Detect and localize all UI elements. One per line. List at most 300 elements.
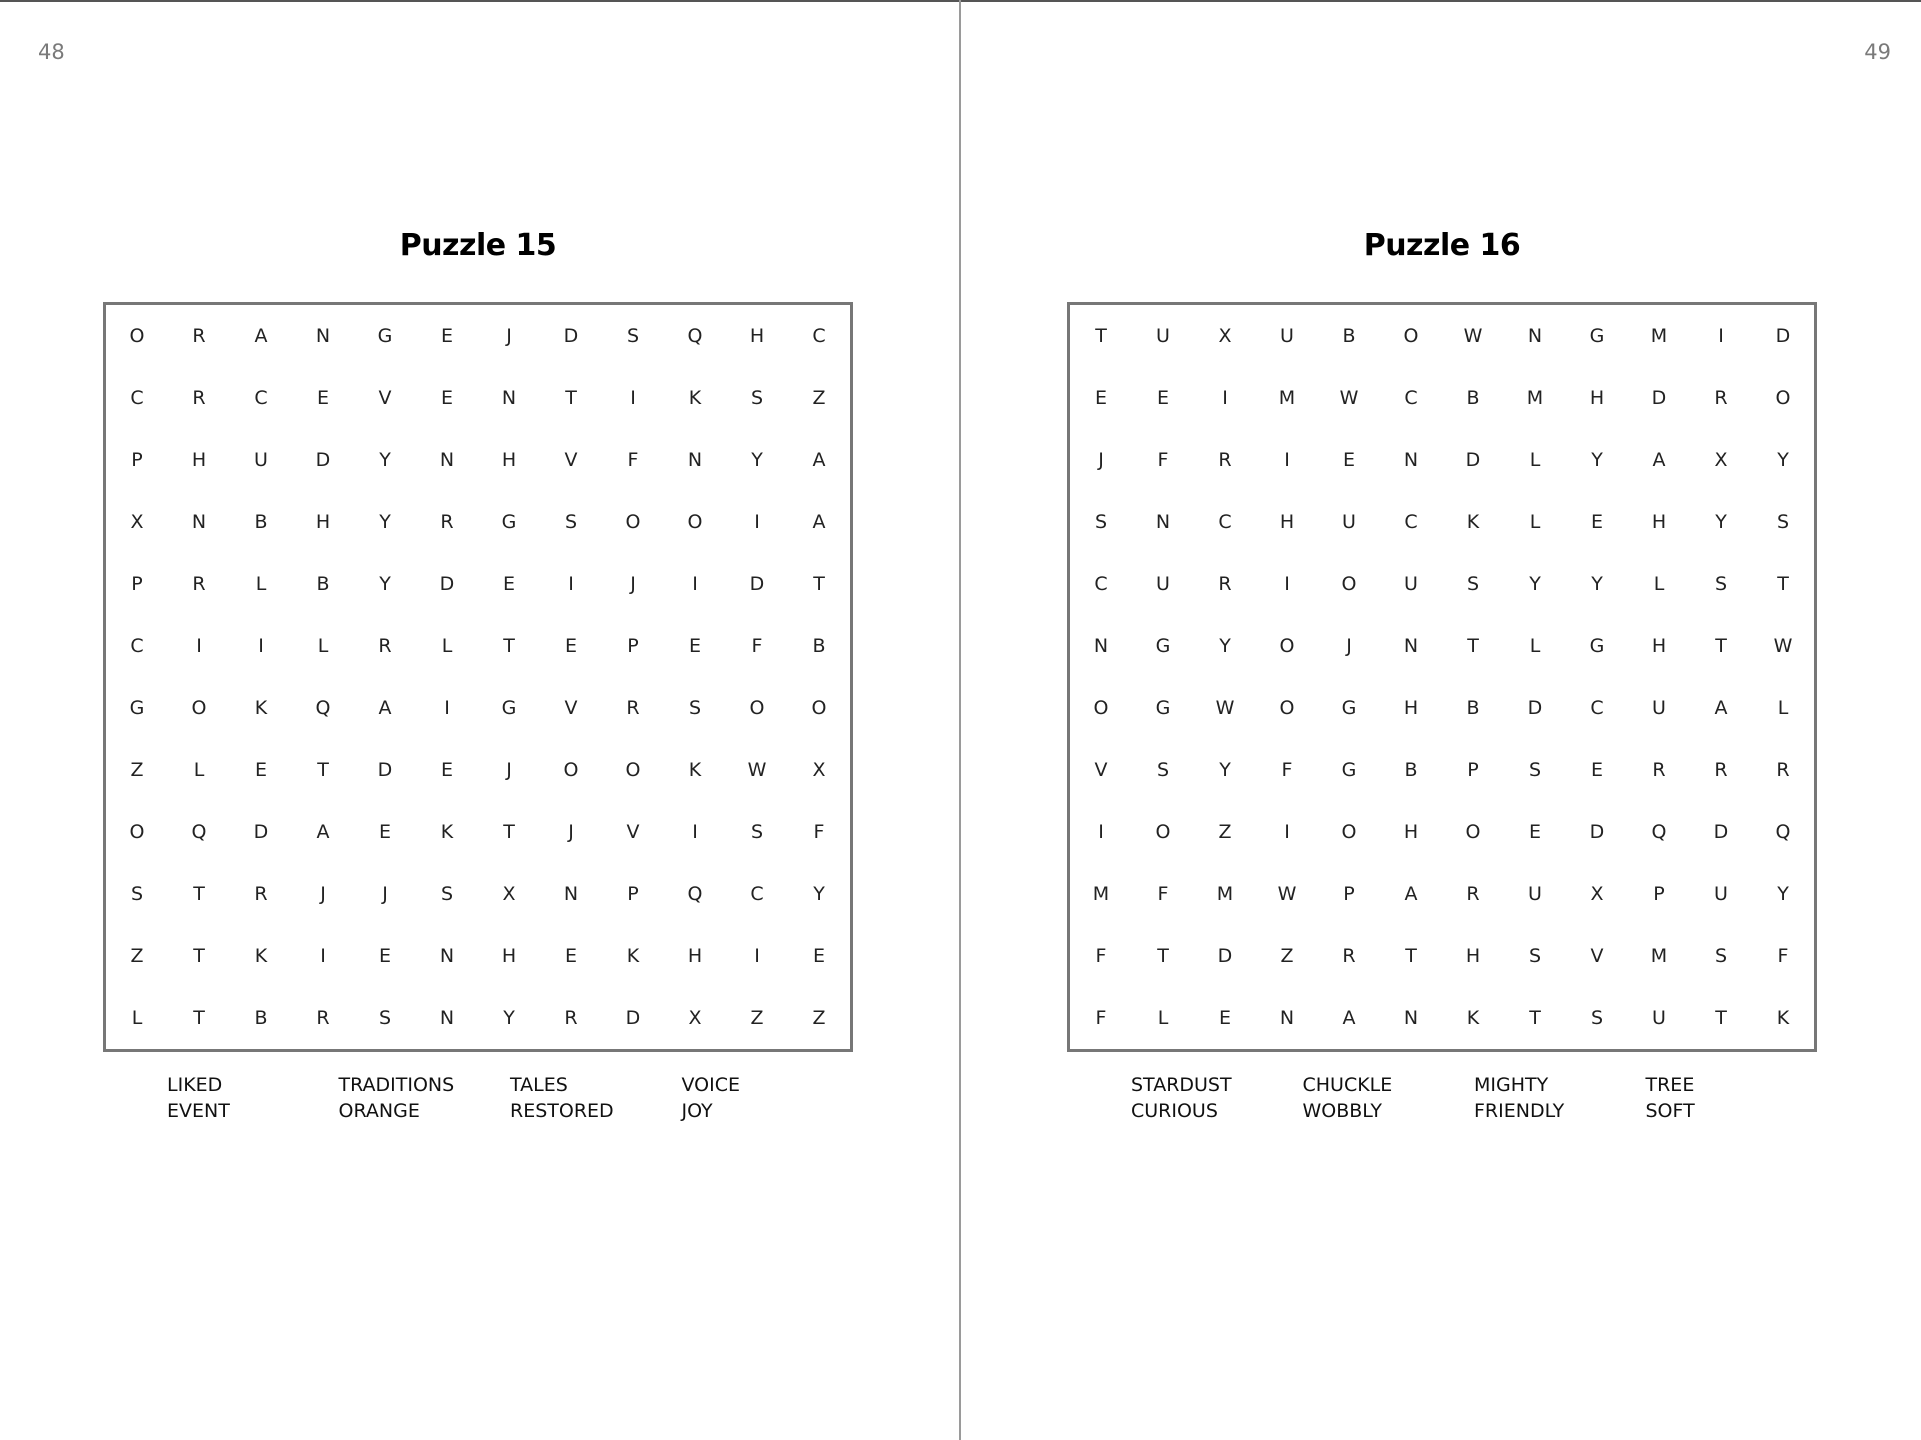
grid-cell: T xyxy=(1715,635,1727,657)
grid-cell: P xyxy=(1653,883,1665,905)
grid-cell: O xyxy=(749,697,765,719)
grid-cell: Z xyxy=(1280,945,1294,967)
grid-cell: N xyxy=(439,449,455,471)
grid-cell: X xyxy=(1590,883,1604,905)
grid-cell: I xyxy=(1222,387,1228,409)
grid-cell: U xyxy=(1528,883,1542,905)
grid-cell: I xyxy=(568,573,574,595)
word-column xyxy=(339,1072,511,1124)
grid-cell: D xyxy=(1217,945,1233,967)
grid-cell: K xyxy=(688,387,702,409)
word-list-item: CHUCKLE xyxy=(1302,1074,1393,1096)
grid-cell: D xyxy=(315,449,331,471)
grid-cell: S xyxy=(1466,573,1480,595)
grid-cell: I xyxy=(258,635,264,657)
grid-cell: T xyxy=(193,1007,205,1029)
grid-cell: E xyxy=(440,759,453,781)
grid-cell: T xyxy=(1157,945,1169,967)
grid-cell: K xyxy=(1776,1007,1790,1029)
grid-cell: P xyxy=(131,573,143,595)
grid-cell: L xyxy=(1529,449,1541,471)
grid-cell: Q xyxy=(191,821,207,843)
grid-cell: O xyxy=(1341,821,1357,843)
grid-cell: F xyxy=(1777,945,1789,967)
grid-cell: D xyxy=(377,759,393,781)
grid-cell: K xyxy=(440,821,454,843)
grid-cell: Q xyxy=(1775,821,1791,843)
word-list-item: VOICE xyxy=(681,1074,740,1096)
grid-cell: S xyxy=(626,325,640,347)
word-list-item: SOFT xyxy=(1645,1100,1695,1122)
grid-cell: D xyxy=(1713,821,1729,843)
grid-cell: G xyxy=(1155,697,1171,719)
grid-cell: I xyxy=(1284,573,1290,595)
grid-cell: G xyxy=(1589,635,1605,657)
grid-cell: U xyxy=(1342,511,1356,533)
grid-cell: Z xyxy=(812,387,826,409)
grid-cell: A xyxy=(1714,697,1728,719)
word-list-item: JOY xyxy=(681,1100,713,1122)
grid-cell: B xyxy=(1404,759,1418,781)
grid-cell: W xyxy=(1773,635,1793,657)
grid-cell: O xyxy=(563,759,579,781)
grid-cell: N xyxy=(501,387,517,409)
grid-cell: T xyxy=(317,759,329,781)
word-column xyxy=(1303,1072,1475,1124)
grid-cell: A xyxy=(254,325,268,347)
grid-cell: A xyxy=(812,511,826,533)
grid-cell: L xyxy=(441,635,453,657)
grid-cell: E xyxy=(1590,759,1603,781)
grid-cell: S xyxy=(1714,573,1728,595)
grid-cell: U xyxy=(1652,1007,1666,1029)
grid-cell: X xyxy=(812,759,826,781)
grid-cell: B xyxy=(1466,697,1480,719)
grid-cell: G xyxy=(377,325,393,347)
grid-cell: N xyxy=(563,883,579,905)
grid-cell: J xyxy=(1098,449,1104,471)
grid-cell: C xyxy=(1404,511,1418,533)
grid-cell: E xyxy=(378,945,391,967)
grid-cell: I xyxy=(630,387,636,409)
grid-cell: D xyxy=(749,573,765,595)
grid-cell: R xyxy=(440,511,454,533)
grid-cell: M xyxy=(1216,883,1234,905)
grid-cell: O xyxy=(129,325,145,347)
grid-cell: E xyxy=(812,945,825,967)
grid-cell: H xyxy=(1651,635,1667,657)
grid-cell: A xyxy=(316,821,330,843)
grid-cell: B xyxy=(1466,387,1480,409)
grid-cell: P xyxy=(131,449,143,471)
grid-cell: O xyxy=(1403,325,1419,347)
word-list-item: CURIOUS xyxy=(1131,1100,1218,1122)
grid-cell: P xyxy=(627,883,639,905)
grid-cell: Y xyxy=(379,573,391,595)
grid-cell: J xyxy=(630,573,636,595)
grid-cell: H xyxy=(1651,511,1667,533)
grid-cell: X xyxy=(130,511,144,533)
grid-cell: I xyxy=(196,635,202,657)
grid-cell: S xyxy=(1094,511,1108,533)
word-list-item: TRADITIONS xyxy=(338,1074,455,1096)
grid-cell: H xyxy=(1279,511,1295,533)
grid-cell: O xyxy=(625,511,641,533)
page-left xyxy=(0,0,958,1440)
word-list-item: STARDUST xyxy=(1131,1074,1232,1096)
grid-cell: D xyxy=(253,821,269,843)
grid-cell: P xyxy=(1467,759,1479,781)
grid-cell: K xyxy=(626,945,640,967)
grid-cell: G xyxy=(1155,635,1171,657)
grid-cell: P xyxy=(1343,883,1355,905)
grid-cell: U xyxy=(1280,325,1294,347)
grid-cell: G xyxy=(501,697,517,719)
grid-cell: E xyxy=(316,387,329,409)
grid-cell: V xyxy=(564,697,578,719)
page-number: 48 xyxy=(38,40,65,64)
grid-cell: T xyxy=(565,387,577,409)
grid-cell: X xyxy=(502,883,516,905)
grid-cell: H xyxy=(315,511,331,533)
word-list-item: ORANGE xyxy=(338,1100,420,1122)
grid-cell: T xyxy=(193,883,205,905)
grid-cell: O xyxy=(1279,635,1295,657)
grid-cell: K xyxy=(254,945,268,967)
grid-cell: C xyxy=(1404,387,1418,409)
grid-cell: S xyxy=(688,697,702,719)
grid-cell: Y xyxy=(1219,759,1231,781)
grid-cell: W xyxy=(1277,883,1297,905)
grid-cell: O xyxy=(1155,821,1171,843)
grid-cell: T xyxy=(1529,1007,1541,1029)
grid-cell: S xyxy=(750,821,764,843)
page-right xyxy=(963,0,1921,1440)
grid-cell: W xyxy=(1339,387,1359,409)
grid-cell: T xyxy=(813,573,825,595)
grid-cell: R xyxy=(1218,573,1232,595)
grid-cell: S xyxy=(378,1007,392,1029)
grid-cell: R xyxy=(1652,759,1666,781)
grid-cell: S xyxy=(1528,945,1542,967)
grid-cell: D xyxy=(1527,697,1543,719)
grid-cell: O xyxy=(625,759,641,781)
word-list-item: EVENT xyxy=(167,1100,230,1122)
grid-cell: M xyxy=(1650,325,1668,347)
grid-cell: E xyxy=(1094,387,1107,409)
grid-cell: D xyxy=(625,1007,641,1029)
letter-grid xyxy=(103,302,853,1052)
grid-cell: U xyxy=(1652,697,1666,719)
grid-cell: E xyxy=(1528,821,1541,843)
grid-cell: W xyxy=(747,759,767,781)
grid-cell: L xyxy=(1529,635,1541,657)
grid-cell: G xyxy=(501,511,517,533)
grid-cell: E xyxy=(564,945,577,967)
grid-cell: X xyxy=(1218,325,1232,347)
grid-cell: R xyxy=(1218,449,1232,471)
grid-cell: Z xyxy=(130,759,144,781)
grid-cell: C xyxy=(130,387,144,409)
grid-cell: R xyxy=(1714,387,1728,409)
grid-cell: C xyxy=(1590,697,1604,719)
grid-cell: O xyxy=(1093,697,1109,719)
grid-cell: Q xyxy=(687,883,703,905)
grid-cell: C xyxy=(750,883,764,905)
grid-cell: K xyxy=(1466,1007,1480,1029)
grid-cell: I xyxy=(1098,821,1104,843)
grid-cell: L xyxy=(317,635,329,657)
grid-cell: U xyxy=(254,449,268,471)
grid-cell: C xyxy=(254,387,268,409)
grid-cell: D xyxy=(1651,387,1667,409)
grid-cell: S xyxy=(1528,759,1542,781)
grid-cell: J xyxy=(506,325,512,347)
grid-cell: T xyxy=(1095,325,1107,347)
grid-cell: W xyxy=(1463,325,1483,347)
grid-cell: M xyxy=(1650,945,1668,967)
grid-cell: Y xyxy=(1591,573,1603,595)
grid-cell: G xyxy=(129,697,145,719)
grid-cell: T xyxy=(1405,945,1417,967)
grid-cell: U xyxy=(1156,325,1170,347)
puzzle-title: Puzzle 15 xyxy=(399,228,557,263)
grid-cell: F xyxy=(1157,449,1169,471)
grid-cell: I xyxy=(320,945,326,967)
grid-cell: C xyxy=(1218,511,1232,533)
grid-cell: T xyxy=(193,945,205,967)
grid-cell: L xyxy=(255,573,267,595)
grid-cell: M xyxy=(1092,883,1110,905)
grid-cell: O xyxy=(811,697,827,719)
grid-cell: F xyxy=(813,821,825,843)
grid-cell: N xyxy=(315,325,331,347)
grid-cell: N xyxy=(191,511,207,533)
grid-cell: H xyxy=(1589,387,1605,409)
grid-cell: S xyxy=(1714,945,1728,967)
word-list-item: MIGHTY xyxy=(1474,1074,1549,1096)
grid-cell: O xyxy=(1775,387,1791,409)
grid-cell: H xyxy=(1465,945,1481,967)
grid-cell: R xyxy=(626,697,640,719)
grid-cell: O xyxy=(1279,697,1295,719)
grid-cell: N xyxy=(687,449,703,471)
word-list xyxy=(103,1072,853,1124)
grid-cell: N xyxy=(1155,511,1171,533)
grid-cell: J xyxy=(320,883,326,905)
grid-cell: V xyxy=(626,821,640,843)
grid-cell: E xyxy=(688,635,701,657)
grid-cell: T xyxy=(1467,635,1479,657)
grid-cell: B xyxy=(1342,325,1356,347)
grid-cell: Y xyxy=(379,511,391,533)
grid-cell: D xyxy=(563,325,579,347)
grid-cell: C xyxy=(1094,573,1108,595)
grid-cell: N xyxy=(1527,325,1543,347)
grid-cell: S xyxy=(130,883,144,905)
letter-grid xyxy=(1067,302,1817,1052)
word-column xyxy=(167,1072,339,1124)
grid-cell: Y xyxy=(1529,573,1541,595)
grid-cell: Y xyxy=(1591,449,1603,471)
grid-cell: F xyxy=(627,449,639,471)
grid-cell: K xyxy=(688,759,702,781)
word-list xyxy=(1067,1072,1817,1124)
grid-cell: D xyxy=(1775,325,1791,347)
grid-cell: A xyxy=(1404,883,1418,905)
grid-cell: H xyxy=(749,325,765,347)
grid-cell: I xyxy=(692,821,698,843)
grid-cell: N xyxy=(1279,1007,1295,1029)
grid-cell: R xyxy=(1466,883,1480,905)
grid-cell: A xyxy=(378,697,392,719)
grid-cell: O xyxy=(687,511,703,533)
grid-cell: T xyxy=(503,821,515,843)
grid-cell: E xyxy=(564,635,577,657)
grid-cell: O xyxy=(1341,573,1357,595)
grid-cell: F xyxy=(1095,1007,1107,1029)
grid-cell: A xyxy=(1652,449,1666,471)
grid-cell: M xyxy=(1526,387,1544,409)
grid-cell: Y xyxy=(379,449,391,471)
grid-cell: M xyxy=(1278,387,1296,409)
page-number: 49 xyxy=(1864,40,1891,64)
grid-cell: Q xyxy=(1651,821,1667,843)
grid-cell: Y xyxy=(1777,883,1789,905)
grid-cell: Q xyxy=(687,325,703,347)
grid-cell: R xyxy=(1776,759,1790,781)
grid-cell: G xyxy=(1341,759,1357,781)
grid-cell: E xyxy=(1218,1007,1231,1029)
grid-cell: C xyxy=(812,325,826,347)
word-list-item: LIKED xyxy=(167,1074,223,1096)
grid-cell: I xyxy=(1284,449,1290,471)
grid-cell: O xyxy=(129,821,145,843)
grid-cell: W xyxy=(1215,697,1235,719)
grid-cell: H xyxy=(1403,821,1419,843)
word-list-item: TALES xyxy=(510,1074,568,1096)
grid-cell: R xyxy=(192,325,206,347)
grid-cell: R xyxy=(316,1007,330,1029)
word-column xyxy=(1474,1072,1646,1124)
word-column xyxy=(510,1072,682,1124)
grid-cell: V xyxy=(1094,759,1108,781)
grid-cell: T xyxy=(503,635,515,657)
grid-cell: E xyxy=(440,387,453,409)
grid-cell: F xyxy=(1157,883,1169,905)
grid-cell: K xyxy=(254,697,268,719)
grid-cell: R xyxy=(378,635,392,657)
grid-cell: R xyxy=(1714,759,1728,781)
grid-cell: S xyxy=(440,883,454,905)
grid-cell: S xyxy=(1156,759,1170,781)
grid-cell: N xyxy=(1403,635,1419,657)
grid-cell: B xyxy=(254,1007,268,1029)
grid-cell: Y xyxy=(503,1007,515,1029)
grid-cell: O xyxy=(1465,821,1481,843)
grid-cell: V xyxy=(1590,945,1604,967)
grid-cell: L xyxy=(1777,697,1789,719)
grid-cell: D xyxy=(1589,821,1605,843)
grid-cell: Y xyxy=(1715,511,1727,533)
grid-cell: R xyxy=(564,1007,578,1029)
grid-cell: Y xyxy=(751,449,763,471)
grid-cell: Q xyxy=(315,697,331,719)
grid-cell: X xyxy=(1714,449,1728,471)
grid-cell: S xyxy=(1590,1007,1604,1029)
word-list-item: TREE xyxy=(1645,1074,1695,1096)
grid-cell: R xyxy=(254,883,268,905)
grid-cell: N xyxy=(1403,449,1419,471)
page-gutter xyxy=(959,0,961,1440)
grid-cell: J xyxy=(382,883,388,905)
puzzle-title: Puzzle 16 xyxy=(1363,228,1521,263)
grid-cell: P xyxy=(627,635,639,657)
grid-cell: E xyxy=(440,325,453,347)
grid-cell: H xyxy=(501,449,517,471)
grid-cell: O xyxy=(191,697,207,719)
grid-cell: N xyxy=(1403,1007,1419,1029)
grid-cell: J xyxy=(1346,635,1352,657)
grid-cell: Z xyxy=(1218,821,1232,843)
grid-cell: R xyxy=(192,387,206,409)
grid-cell: S xyxy=(564,511,578,533)
grid-cell: N xyxy=(1093,635,1109,657)
grid-cell: D xyxy=(439,573,455,595)
grid-cell: D xyxy=(1465,449,1481,471)
grid-cell: U xyxy=(1714,883,1728,905)
grid-cell: Y xyxy=(813,883,825,905)
grid-cell: Z xyxy=(750,1007,764,1029)
grid-cell: E xyxy=(502,573,515,595)
grid-cell: Y xyxy=(1777,449,1789,471)
grid-cell: S xyxy=(750,387,764,409)
word-list-item: WOBBLY xyxy=(1302,1100,1382,1122)
word-column xyxy=(682,1072,854,1124)
grid-cell: T xyxy=(1777,573,1789,595)
grid-cell: H xyxy=(687,945,703,967)
grid-cell: E xyxy=(1590,511,1603,533)
grid-cell: Y xyxy=(1219,635,1231,657)
grid-cell: F xyxy=(751,635,763,657)
grid-cell: X xyxy=(688,1007,702,1029)
grid-cell: I xyxy=(1284,821,1290,843)
grid-cell: U xyxy=(1404,573,1418,595)
grid-cell: I xyxy=(444,697,450,719)
word-list-item: FRIENDLY xyxy=(1474,1100,1565,1122)
grid-cell: L xyxy=(193,759,205,781)
grid-cell: I xyxy=(754,511,760,533)
grid-cell: J xyxy=(506,759,512,781)
grid-cell: H xyxy=(191,449,207,471)
grid-cell: R xyxy=(192,573,206,595)
word-list-item: RESTORED xyxy=(510,1100,614,1122)
grid-cell: S xyxy=(1776,511,1790,533)
grid-cell: U xyxy=(1156,573,1170,595)
grid-cell: G xyxy=(1589,325,1605,347)
grid-cell: L xyxy=(131,1007,143,1029)
grid-cell: T xyxy=(1715,1007,1727,1029)
grid-cell: E xyxy=(378,821,391,843)
grid-cell: L xyxy=(1653,573,1665,595)
grid-cell: I xyxy=(692,573,698,595)
grid-cell: R xyxy=(1342,945,1356,967)
grid-cell: J xyxy=(568,821,574,843)
grid-cell: E xyxy=(254,759,267,781)
grid-cell: A xyxy=(1342,1007,1356,1029)
grid-cell: Z xyxy=(130,945,144,967)
grid-cell: L xyxy=(1529,511,1541,533)
